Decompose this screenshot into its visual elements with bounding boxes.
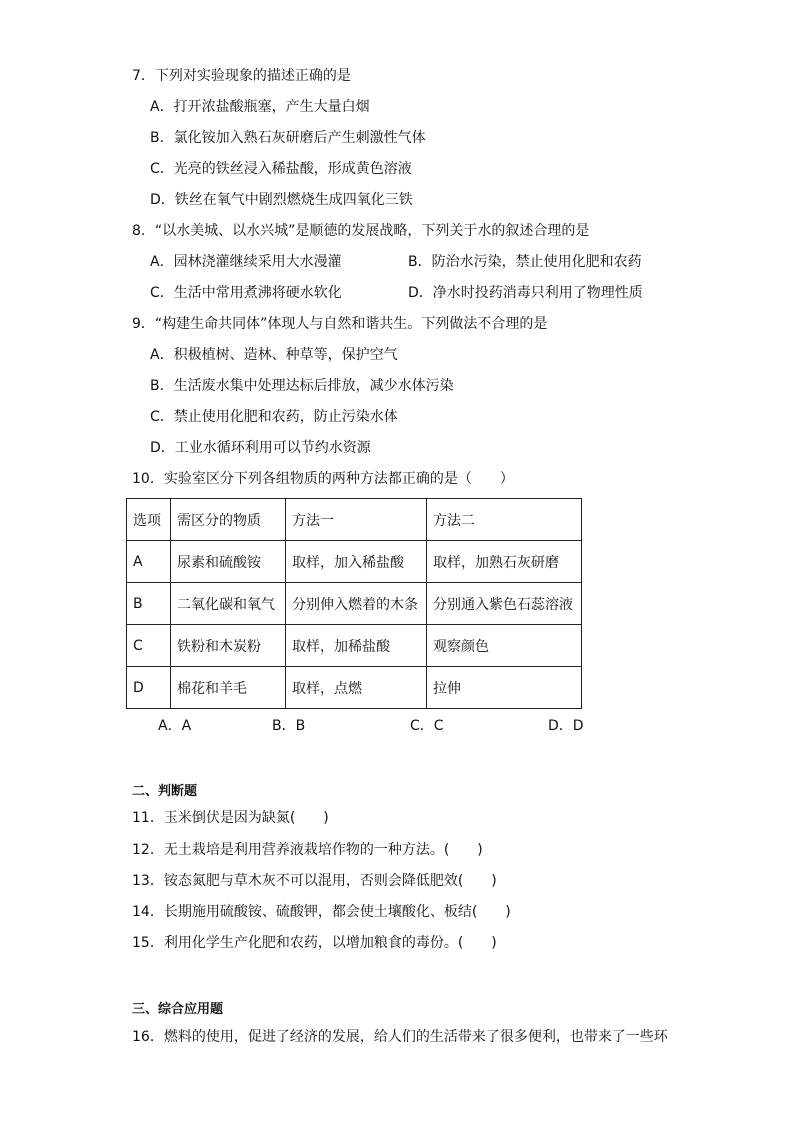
table-cell: 观察颜色 xyxy=(427,625,582,667)
table-cell: 分别伸入燃着的木条 xyxy=(286,583,427,625)
question-10-option-b: B．B xyxy=(272,718,306,734)
question-7-option-d: D．铁丝在氧气中剧烈燃烧生成四氧化三铁 xyxy=(150,192,413,208)
table-row xyxy=(127,541,582,583)
table-cell: D xyxy=(127,667,171,709)
application-item-16: 16．燃料的使用，促进了经济的发展，给人们的生活带来了很多便利，也带来了一些环 xyxy=(132,1029,668,1045)
question-8-stem: 8．“以水美城、以水兴城”是顺德的发展战略，下列关于水的叙述合理的是 xyxy=(132,223,590,239)
table-cell: 棉花和羊毛 xyxy=(171,667,286,709)
table-cell: B xyxy=(127,583,171,625)
question-10-option-a: A．A xyxy=(158,718,192,734)
table-header-cell: 选项 xyxy=(127,499,171,541)
table-header-cell: 需区分的物质 xyxy=(171,499,286,541)
table-header-row xyxy=(127,499,582,541)
table-cell: 尿素和硫酸铵 xyxy=(171,541,286,583)
table-header-cell: 方法二 xyxy=(427,499,582,541)
table-cell: 拉伸 xyxy=(427,667,582,709)
judgment-item-11: 11．玉米倒伏是因为缺氮( ) xyxy=(132,810,329,826)
question-8-option-d: D．净水时投药消毒只利用了物理性质 xyxy=(408,285,643,301)
question-7-option-b: B．氯化铵加入熟石灰研磨后产生刺激性气体 xyxy=(150,130,426,146)
judgment-item-14: 14．长期施用硫酸铵、硫酸钾，都会使土壤酸化、板结( ) xyxy=(132,904,511,920)
table-cell: 取样，加稀盐酸 xyxy=(286,625,427,667)
question-9-option-d: D．工业水循环利用可以节约水资源 xyxy=(150,440,371,456)
question-7-option-c: C．光亮的铁丝浸入稀盐酸，形成黄色溶液 xyxy=(150,161,412,177)
table-row xyxy=(127,625,582,667)
judgment-item-13: 13．铵态氮肥与草木灰不可以混用，否则会降低肥效( ) xyxy=(132,873,497,889)
question-9-option-c: C．禁止使用化肥和农药，防止污染水体 xyxy=(150,409,398,425)
question-8-option-c: C．生活中常用煮沸将硬水软化 xyxy=(150,285,342,301)
table-cell: 铁粉和木炭粉 xyxy=(171,625,286,667)
section-2-title: 二、判断题 xyxy=(132,784,198,799)
table-cell: A xyxy=(127,541,171,583)
table-cell: 取样，加熟石灰研磨 xyxy=(427,541,582,583)
table-header-cell: 方法一 xyxy=(286,499,427,541)
judgment-item-12: 12．无土栽培是利用营养液栽培作物的一种方法。( ) xyxy=(132,842,483,858)
table-row xyxy=(127,583,582,625)
question-7-option-a: A．打开浓盐酸瓶塞，产生大量白烟 xyxy=(150,99,370,115)
table-cell: 二氧化碳和氧气 xyxy=(171,583,286,625)
table-row xyxy=(127,667,582,709)
question-9-option-b: B．生活废水集中处理达标后排放，减少水体污染 xyxy=(150,378,454,394)
question-9-option-a: A．积极植树、造林、种草等，保护空气 xyxy=(150,347,398,363)
table-cell: 分别通入紫色石蕊溶液 xyxy=(427,583,582,625)
question-8-option-a: A．园林浇灌继续采用大水漫灌 xyxy=(150,254,342,270)
question-10-stem: 10．实验室区分下列各组物质的两种方法都正确的是（ ） xyxy=(132,471,514,487)
question-8-option-b: B．防治水污染，禁止使用化肥和农药 xyxy=(408,254,642,270)
table-cell: C xyxy=(127,625,171,667)
question-7-stem: 7．下列对实验现象的描述正确的是 xyxy=(132,68,351,84)
table-cell: 取样，加入稀盐酸 xyxy=(286,541,427,583)
question-10-option-d: D．D xyxy=(548,718,584,734)
comparison-table xyxy=(126,498,582,709)
section-3-title: 三、综合应用题 xyxy=(132,1002,224,1017)
judgment-item-15: 15．利用化学生产化肥和农药，以增加粮食的毒份。( ) xyxy=(132,935,497,951)
question-9-stem: 9．“构建生命共同体”体现人与自然和谐共生。下列做法不合理的是 xyxy=(132,316,548,332)
question-10-option-c: C．C xyxy=(410,718,444,734)
table-cell: 取样，点燃 xyxy=(286,667,427,709)
